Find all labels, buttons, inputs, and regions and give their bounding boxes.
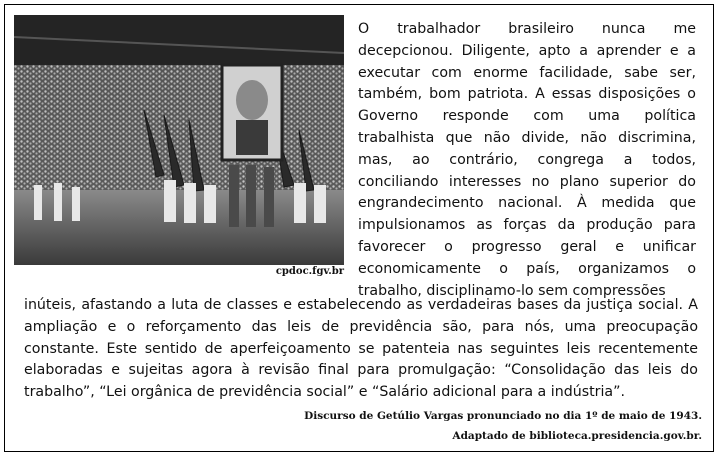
source-citation xyxy=(304,406,702,446)
source-line-1: Discurso de Getúlio Vargas pronunciado no dia 1º de maio de 1943. xyxy=(304,410,702,422)
historical-photo xyxy=(14,15,344,265)
photo-credit: cpdoc.fgv.br xyxy=(275,266,344,277)
speech-text-part2: inúteis, afastando a luta de classes e estabelecendo as verdadeiras bases da justiça social. A ampliação e o reforçamento das leis de previdência são, para nós, uma preocupação constante. Este sentido de aperfeiçoamento se patenteia nas seguintes leis recentemente elaboradas e sujeitas agora à revisão final para promulgação: “Consolidação das leis do trabalho”, “Lei orgânica de previdência social” e “Salário adicional para a indústria”. xyxy=(24,297,698,401)
source-line-2: Adaptado de biblioteca.presidencia.gov.br. xyxy=(452,430,702,442)
speech-text-part1: O trabalhador brasileiro nunca me decepcionou. Diligente, apto a aprender e a executar com enorme facilidade, sabe ser, também, bom patriota. A essas disposições o Governo responde com uma política trabalhista que não divide, não discrimina, mas, ao contrário, congrega a todos, conciliando interesses no plano superior do engrandecimento nacional. À medida que impulsionamos as forças da produção para favorecer o progresso geral e unificar economicamente o país, organizamos o trabalho, disciplinamo-lo sem compressões xyxy=(358,21,696,299)
